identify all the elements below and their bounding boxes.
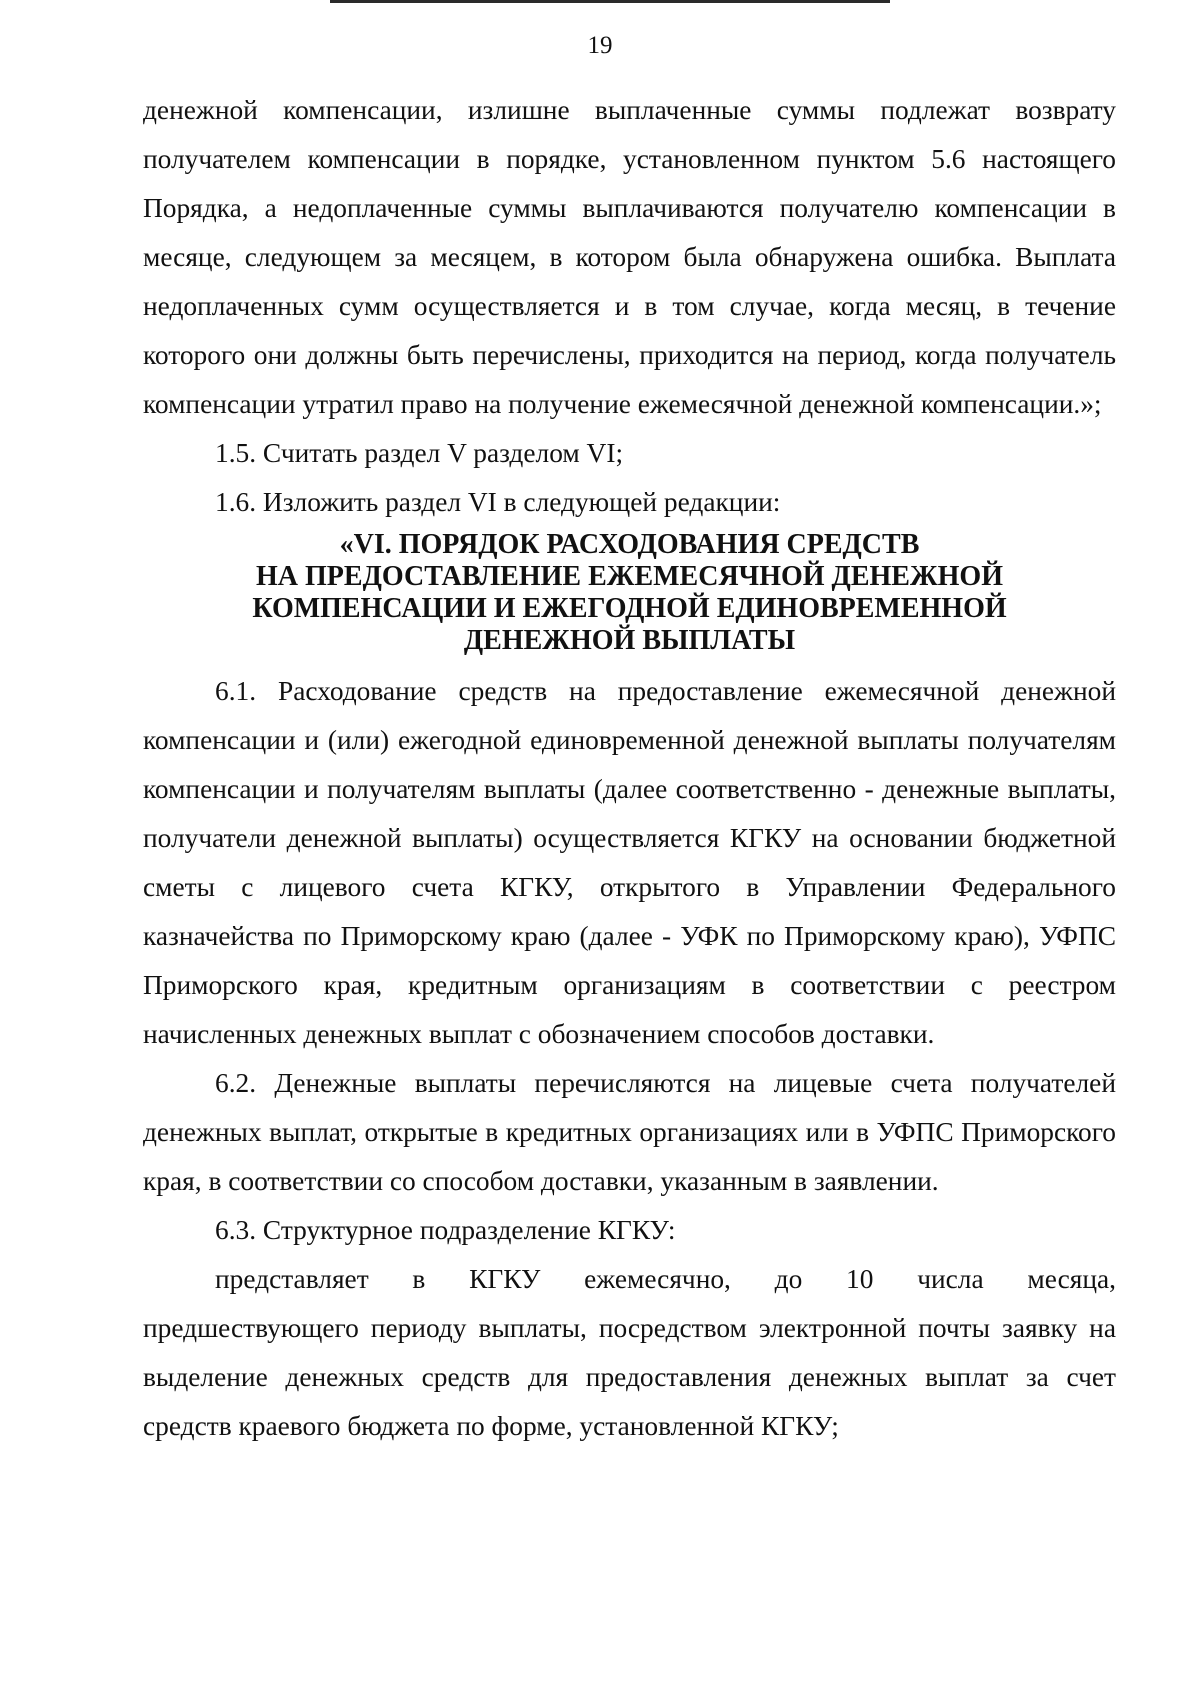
- paragraph-6-3: 6.3. Структурное подразделение КГКУ:: [215, 1215, 676, 1245]
- scan-top-edge: [330, 0, 890, 3]
- section-heading: [143, 529, 1116, 657]
- paragraph-continuation: денежной компенсации, излишне выплаченные суммы подлежат возврату получателем компенсации в порядке, установленном пунктом 5.6 настоящего Порядка, а недоплаченные суммы выплачиваются получателю компенсации в месяце, следующем за месяцем, в котором была обнаружена ошибка. Выплата недоплаченных сумм осуществляется и в том случае, когда месяц, в течение которого они должны быть перечислены, приходится на период, когда получатель компенсации утратил право на получение ежемесячной денежной компенсации.»;: [143, 95, 1116, 419]
- section-heading-line-3: КОМПЕНСАЦИИ И ЕЖЕГОДНОЙ ЕДИНОВРЕМЕННОЙ: [252, 593, 1007, 624]
- paragraph-6-3-item-rest: предшествующего периоду выплаты, посредством электронной почты заявку на выделение денежных средств для предоставления денежных выплат за счет средств краевого бюджета по форме, установленной КГКУ;: [143, 1313, 1116, 1441]
- paragraph-1-6: 1.6. Изложить раздел VI в следующей редакции:: [215, 487, 781, 517]
- paragraph-6-2: 6.2. Денежные выплаты перечисляются на лицевые счета получателей денежных выплат, открытые в кредитных организациях или в УФПС Приморского края, в соответствии со способом доставки, указанным в заявлении.: [143, 1068, 1116, 1196]
- paragraph-6-3-item-first-line: представляет в КГКУ ежемесячно, до 10 числа месяца,: [215, 1264, 1116, 1294]
- page-number: 19: [587, 32, 613, 59]
- paragraph-1-5: 1.5. Считать раздел V разделом VI;: [215, 438, 624, 468]
- section-heading-line-1: «VI. ПОРЯДОК РАСХОДОВАНИЯ СРЕДСТВ: [339, 529, 920, 560]
- paragraph-6-1: 6.1. Расходование средств на предоставление ежемесячной денежной компенсации и (или) ежегодной единовременной денежной выплаты получателям компенсации и получателям выплаты (далее соответственно - денежные выплаты, получатели денежной выплаты) осуществляется КГКУ на основании бюджетной сметы с лицевого счета КГКУ, открытого в Управлении Федерального казначейства по Приморскому краю (далее - УФК по Приморскому краю), УФПС Приморского края, кредитным организациям в соответствии с реестром начисленных денежных выплат с обозначением способов доставки.: [143, 676, 1116, 1049]
- section-heading-line-2: НА ПРЕДОСТАВЛЕНИЕ ЕЖЕМЕСЯЧНОЙ ДЕНЕЖНОЙ: [256, 561, 1003, 592]
- document-body: [143, 86, 1116, 1451]
- section-heading-line-4: ДЕНЕЖНОЙ ВЫПЛАТЫ: [463, 625, 796, 656]
